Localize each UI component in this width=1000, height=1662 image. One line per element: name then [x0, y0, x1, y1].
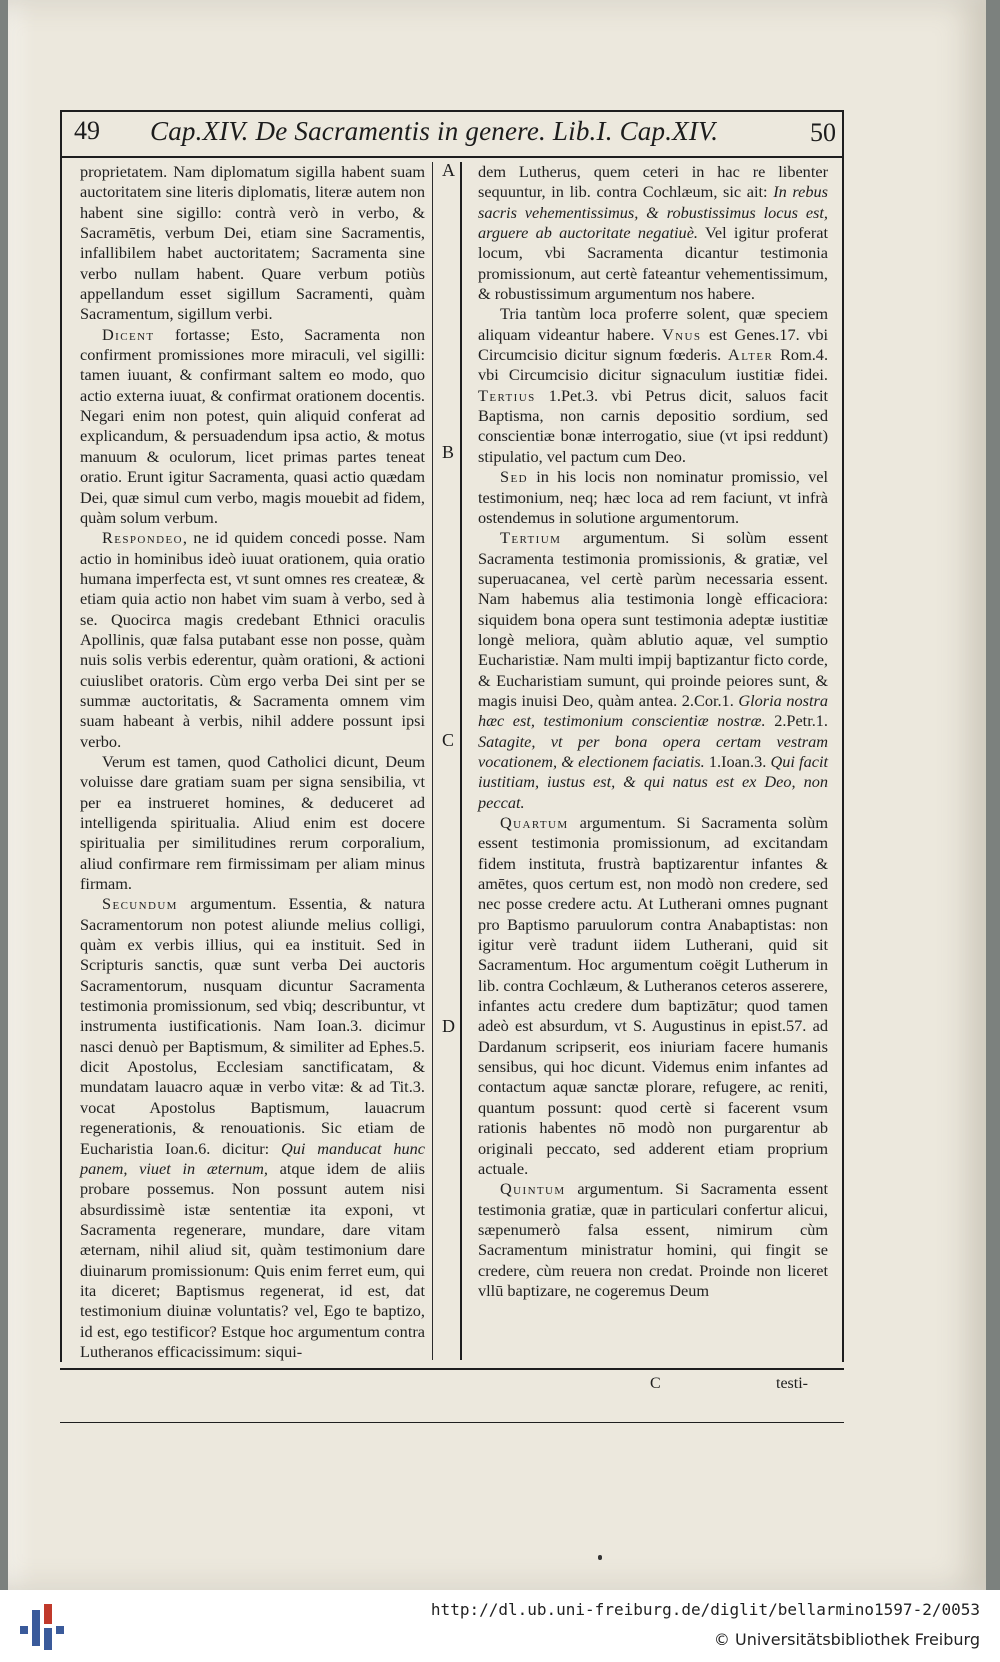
quotation: Gloria nostra hæc est, testimonium conscientiæ nostræ.	[478, 690, 828, 731]
section-lead: Tertius	[478, 385, 536, 405]
paragraph-text: , ne id quidem concedi posse. Nam actio in hominibus ideò iuuat orationem, quia oratio humana imperfecta est, vt sunt omnes res createæ, & etiam quia actio non habet vim suam à verbo, sed à se. Quocirca magis credebant Ethnici oraculis Apollinis, quæ falsa putabant esse non posse, quàm nuis solis verbis ederentur, quàm orationi, & actioni cuiuslibet oratoris. Cùm ergo verba Dei sint per se summæ auctoritatis, & Sacramenta omnem vim suam habeant à verbis, nihil addere possunt ipsi verbo.	[80, 528, 425, 751]
running-title: Cap.XIV. De Sacramentis in genere. Lib.I. Cap.XIV.	[150, 116, 719, 146]
section-lead: Secundum	[102, 894, 178, 914]
section-lead: Sed	[500, 467, 528, 487]
section-lead: Quintum	[500, 1179, 566, 1199]
paragraph	[478, 813, 828, 1179]
paragraph: Verum est tamen, quod Catholici dicunt, Deum voluisse dare gratiam suam per signa sensibilia, vt per ea instrueret homines, & deduceret ad intelligenda spiritualia. Aliud enim est docere spiritualia per similitudines rerum corporalium, aliud confirmare rem firmissimam per aliam minus firmam.	[80, 751, 425, 894]
section-lead: Alter	[728, 345, 774, 365]
paragraph-text: argumentum. Si solùm essent Sacramenta testimonia promissionis, & gratiæ, vel superuacanea, vel certè parùm necessaria essent. Nam habemus alia testimonia longè efficaciora: siquidem bona opera sunt testimonia adeptæ iustitiæ longè meliora, quàm ablutio aquæ, vel sumptio Eucharistiæ. Nam multi impij baptizantur ficto corde, & Eucharistiam sumunt, qui proinde peiores sunt, & magis inuisi Deo, quàm antea. 2.Cor.1.	[478, 528, 828, 710]
section-lead: Respondeo	[102, 528, 183, 548]
paragraph-text: est Genes.17. vbi Circumcisio dicitur signum fœderis.	[478, 324, 829, 365]
paragraph	[478, 467, 828, 528]
page-frame	[60, 110, 860, 1435]
paragraph-text: Tria tantùm loca proferre solent, quæ speciem aliquam videantur habere.	[478, 304, 828, 344]
paragraph-text: in his locis non nominatur promissio, vel testimonium, neq; hæc loca ad rem faciunt, vt infrà ostendemus in solutione argumentorum.	[478, 467, 828, 527]
permalink[interactable]: http://dl.ub.uni-freiburg.de/diglit/bellarmino1597-2/0053	[430, 1600, 980, 1619]
folio-right: 50	[810, 118, 836, 147]
paragraph-text: Vel igitur proferat locum, vbi Sacramenta dicantur testimonia promissionum, aut certè fateantur vehementissimum, & robustissimum argumentum nos habere.	[478, 223, 828, 304]
section-lead: Tertium	[500, 528, 562, 548]
left-column	[80, 162, 425, 1362]
paragraph	[478, 528, 828, 813]
quotation: In rebus sacris vehementissimus, & robustissimus locus est, arguere ab auctoritate negatiuè.	[478, 182, 828, 243]
paragraph: proprietatem. Nam diplomatum sigilla habent suam auctoritatem sine literis diplomatis, literæ autem non habent sine sigillo: contrà verò in verbo, & Sacramētis, verbum Dei, etiam sine Sacramentis, infallibilem habet auctoritatem; Sacramenta sine verbo nullam habent. Quare verbum potiùs appellandum esset sigillum Sacramenti, quàm Sacramentum, sigillum verbi.	[80, 162, 425, 324]
signature-mark: C	[650, 1375, 661, 1392]
paragraph-text: 1.Ioan.3.	[708, 751, 767, 771]
viewer-footer	[0, 1590, 1000, 1662]
section-lead: Quartum	[500, 813, 569, 832]
paragraph-text: dem Lutherus, quem ceteri in hac re libenter sequuntur, in lib. contra Cochlæum, sic ait:	[478, 162, 828, 202]
paragraph-text: atque idem de aliis probare possemus. Non possunt autem nisi absurdissimè istæ sententiæ ita exponi, vt Sacramenta regenerare, mundare, dare vitam æternam, nihil aliud sit, quàm testimonium dare diuinarum promissionum: Quis enim ferret eum, qui ita diceret; Baptismus regenerat, id est, dat testimonium diuinæ voluntatis? vel, Ego te baptizo, id est, ego testificor? Estque hoc argumentum contra Lutheranos efficacissimum: siqui-	[80, 1158, 426, 1361]
paragraph	[80, 528, 425, 752]
paragraph-text: 1.Pet.3. vbi Petrus dicit, saluos facit Baptisma, non carnis depositio sordium, sed conscientiæ bonæ interrogatio, siue (vt ipsi reddunt) stipulatio, vel pactum cum Deo.	[478, 385, 828, 466]
margin-mark-c: C	[442, 730, 455, 750]
bottom-rule	[60, 1368, 844, 1370]
paragraph-text: Rom.4. vbi Circumcisio dicitur signaculum iustitiæ fidei.	[478, 345, 829, 385]
paragraph	[80, 325, 425, 528]
bottom-rule-thin	[60, 1422, 844, 1423]
header-rule	[60, 156, 844, 158]
quotation: Satagite, vt per bona opera certam vestram vocationem, & electionem faciatis.	[478, 731, 828, 771]
paragraph-text: argumentum. Si Sacramenta solùm essent testimonia promissionum, ad excitandam fidem instituta, frustrà baptizarentur infantes & amētes, quos certum est, non modò non credere, sed nec posse credere actu. At Lutherani omnes pugnant pro Baptismo paruulorum contra Anabaptistas: non igitur verè tradunt iidem Lutherani, quid sit Sacramentum. Hoc argumentum coëgit Lutherum in lib. contra Cochlæum, & Lutheranos ceteros asserere, infantes actu credere dum baptizātur; quod tamen adeò est absurdum, vt S. Augustinus in epist.57. ad Dardanum scripserit, eos iniuriam facere humanis sensibus, qui hoc dicunt. Videmus enim infantes ad contactum aquæ sanctæ plorare, refugere, ac reniti, quantum possunt: quod certè si facerent vsum rationis habentes nō modò non purgarentur ab originali peccato, sed adderent etiam proprium actuale.	[478, 813, 828, 1178]
column-rule	[460, 162, 462, 1360]
margin-mark-a: A	[442, 160, 455, 180]
margin-mark-d: D	[442, 1016, 455, 1036]
library-logo-icon	[20, 1604, 64, 1650]
paragraph	[478, 304, 828, 467]
running-head	[60, 116, 840, 156]
margin-mark-b: B	[442, 442, 455, 462]
paragraph-text: 2.Petr.1.	[774, 711, 829, 731]
section-lead: Vnus	[662, 324, 702, 344]
quotation: Qui facit iustitiam, iustus est, & qui natus est ex Deo, non peccat.	[478, 751, 828, 812]
quotation: Qui manducat hunc panem, viuet in æternum,	[80, 1138, 426, 1178]
paragraph	[80, 894, 425, 1362]
paragraph-text: argumentum. Essentia, & natura Sacramentorum non potest aliunde melius colligi, quàm ex verbis illius, qui ea instituit. Sed in Scripturis sanctis, quæ sunt verba Dei auctoris Sacramentorum, nusquam dicuntur Sacramenta testimonia promissionum, sed vbiq; describuntur, vt instrumenta iustificationis. Nam Ioan.3. dicimur nasci denuò per Baptismum, & similiter ad Ephes.5. dicit Apostolus, Ecclesiam sanctificatam, & mundatam lauacro aquæ in verbo vitæ: & ad Tit.3. vocat Apostolus Baptismum, lauacrum regenerationis, & renouationis. Sic etiam de Eucharistia Ioan.6. dicitur:	[80, 894, 425, 1158]
paragraph	[478, 162, 828, 304]
paragraph-text: fortasse; Esto, Sacramenta non confirment promissiones more miraculi, vel sigilli: tamen iuuant, & confirmant saltem eo modo, quo actio externa iuuat, & confirmat orationem docentis. Negari enim non potest, quin aliquid conferat ad explicandum, & persuadendum ipsa actio, & motus manuum & oculorum, licet primas partes teneat oratio. Erunt igitur Sacramenta, quasi actio quædam Dei, quæ simul cum verbo, magis mouebit ad fidem, quàm solum verbum.	[80, 324, 425, 527]
catchword: testi-	[776, 1375, 808, 1392]
paragraph-text: argumentum. Si Sacramenta essent testimonia gratiæ, quæ in particulari confertur alicui, sæpenumerò falsa essent, nimirum cùm Sacramentum ministratur homini, qui fingit se credere, cùm reuera non credat. Proinde non liceret vllū baptizare, ne cogeremus Deum	[478, 1179, 828, 1300]
section-lead: Dicent	[102, 324, 155, 344]
column-rule-inner	[432, 162, 433, 1360]
paragraph	[478, 1179, 828, 1301]
ink-speck	[598, 1555, 602, 1560]
copyright-notice: © Universitätsbibliothek Freiburg	[713, 1630, 980, 1649]
right-column	[478, 162, 828, 1301]
folio-left: 49	[74, 116, 100, 145]
book-page	[8, 0, 986, 1590]
